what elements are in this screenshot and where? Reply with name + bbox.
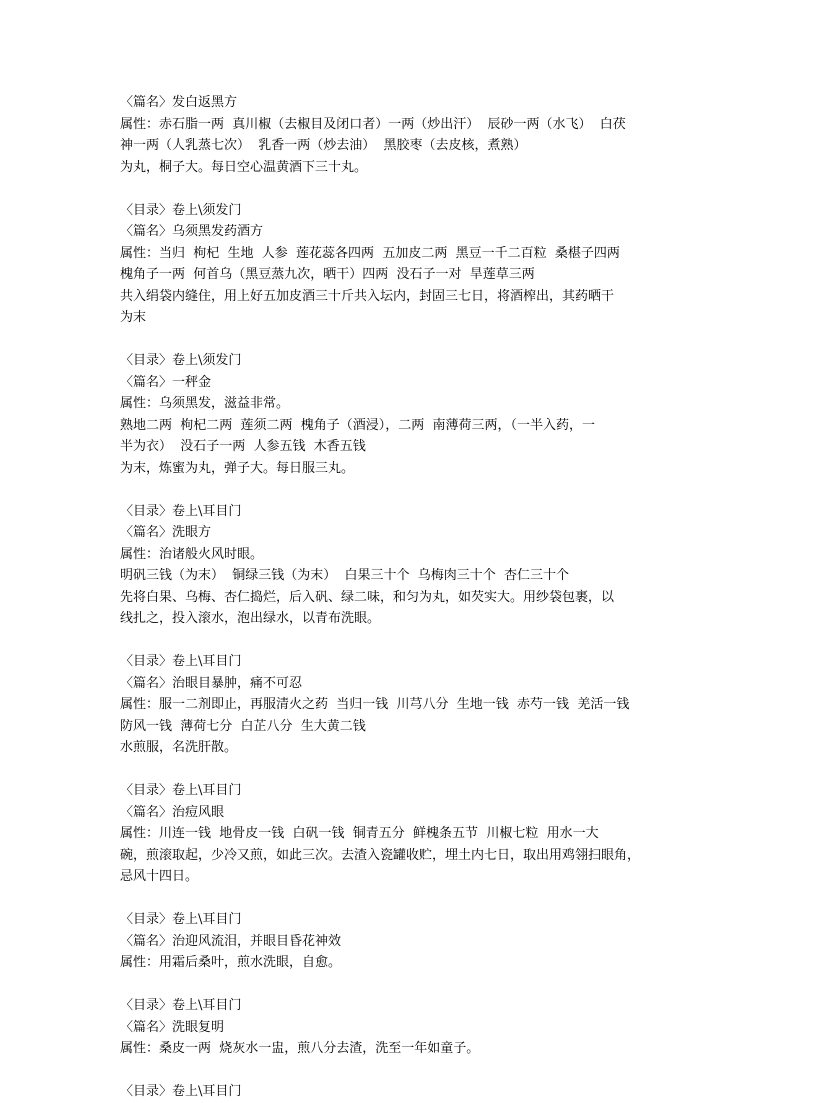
block-spacer: [120, 759, 700, 781]
entry-text-line: 明矾三钱（为末） 铜绿三钱（为末） 白果三十个 乌梅肉三十个 杏仁三十个: [120, 568, 570, 583]
entry-title: 〈篇名〉洗眼方: [120, 525, 212, 540]
block-spacer: [120, 888, 700, 910]
entry-block: [120, 501, 700, 630]
block-spacer: [120, 974, 700, 996]
entry-text-line: 为丸，桐子大。每日空心温黄酒下三十丸。: [120, 159, 368, 175]
entry-text-line: 共入绢袋内缝住，用上好五加皮酒三十斤共入坛内，封固三七日，将酒榨出，其药晒干: [120, 288, 615, 304]
entry-block: [120, 1081, 700, 1103]
block-spacer: [120, 479, 700, 501]
entry-text-line: 熟地二两 枸杞二两 莲须二两 槐角子（酒浸），二两 南薄荷三两，（一半入药，一: [120, 417, 596, 433]
entry-text-line: 碗，煎滚取起，少冷又煎，如此三次。去渣入瓷罐收贮，埋土内七日，取出用鸡翎扫眼角，: [120, 847, 641, 863]
entry-catalog: 〈目录〉卷上\须发门: [120, 202, 242, 218]
entry-block: [120, 995, 700, 1060]
entry-title: 〈篇名〉一秤金: [120, 374, 212, 390]
entry-title: 〈篇名〉发白返黑方: [120, 95, 238, 110]
entry-text-line: 为末，炼蜜为丸，弹子大。每日服三丸。: [120, 460, 355, 476]
entry-block: [120, 909, 700, 974]
entry-text-line: 属性：用霜后桑叶，煎水洗眼，自愈。: [120, 955, 342, 970]
entry-title: 〈篇名〉治迎风流泪，并眼目昏花神效: [120, 933, 342, 949]
entry-catalog: 〈目录〉卷上\耳目门: [120, 1084, 242, 1099]
entry-catalog: 〈目录〉卷上\耳目门: [120, 783, 242, 798]
entry-catalog: 〈目录〉卷上\耳目门: [120, 912, 242, 927]
entry-title: 〈篇名〉治痘风眼: [120, 804, 225, 820]
block-spacer: [120, 630, 700, 652]
entry-text-line: 防风一钱 薄荷七分 白芷八分 生大黄二钱: [120, 718, 366, 734]
entry-block: [120, 350, 700, 479]
entry-text-line: 属性：川连一钱 地骨皮一钱 白矾一钱 铜青五分 鲜槐条五节 川椒七粒 用水一大: [120, 826, 599, 841]
entry-block: [120, 92, 700, 178]
entry-catalog: 〈目录〉卷上\须发门: [120, 353, 242, 368]
block-spacer: [120, 329, 700, 351]
entry-text-line: 槐角子一两 何首乌（黑豆蒸九次，晒干）四两 没石子一对 旱莲草三两: [120, 267, 535, 282]
entry-block: [120, 780, 700, 888]
entry-catalog: 〈目录〉卷上\耳目门: [120, 654, 242, 669]
entry-text-line: 半为衣） 没石子一两 人参五钱 木香五钱: [120, 439, 366, 454]
entry-text-line: 属性：乌须黑发，滋益非常。: [120, 396, 290, 411]
entry-text-line: 神一两（人乳蒸七次） 乳香一两（炒去油） 黑胶枣（去皮核，煮熟）: [120, 138, 527, 153]
entry-title: 〈篇名〉洗眼复明: [120, 1019, 225, 1035]
entry-block: [120, 200, 700, 329]
entry-text-line: 水煎服，名洗肝散。: [120, 740, 238, 755]
entry-title: 〈篇名〉乌须黑发药酒方: [120, 224, 264, 239]
entry-catalog: 〈目录〉卷上\耳目门: [120, 998, 242, 1013]
entry-block: [120, 651, 700, 759]
entry-text-line: 线扎之，投入滚水，泡出绿水，以青布洗眼。: [120, 611, 381, 626]
document-page: [120, 92, 700, 1103]
entry-title: 〈篇名〉治眼目暴肿，痛不可忍: [120, 675, 303, 691]
entry-text-line: 属性：治诸般火风时眼。: [120, 546, 264, 562]
entry-text-line: 为末: [120, 310, 147, 325]
block-spacer: [120, 178, 700, 200]
entry-text-line: 属性：服一二剂即止，再服清火之药 当归一钱 川芎八分 生地一钱 赤芍一钱 羌活一钱: [120, 697, 630, 712]
entry-text-line: 先将白果、乌梅、杏仁捣烂，后入矾、绿二味，和匀为丸，如芡实大。用纱袋包裹，以: [120, 589, 615, 605]
entry-text-line: 属性：当归 枸杞 生地 人参 莲花蕊各四两 五加皮二两 黑豆一千二百粒 桑椹子四两: [120, 245, 620, 261]
entry-text-line: 忌风十四日。: [120, 869, 199, 884]
entry-text-line: 属性：赤石脂一两 真川椒（去椒目及闭口者）一两（炒出汗） 辰砂一两（水飞） 白茯: [120, 116, 626, 132]
entry-catalog: 〈目录〉卷上\耳目门: [120, 503, 242, 519]
block-spacer: [120, 1060, 700, 1082]
entry-text-line: 属性：桑皮一两 烧灰水一盅，煎八分去渣，洗至一年如童子。: [120, 1041, 480, 1056]
